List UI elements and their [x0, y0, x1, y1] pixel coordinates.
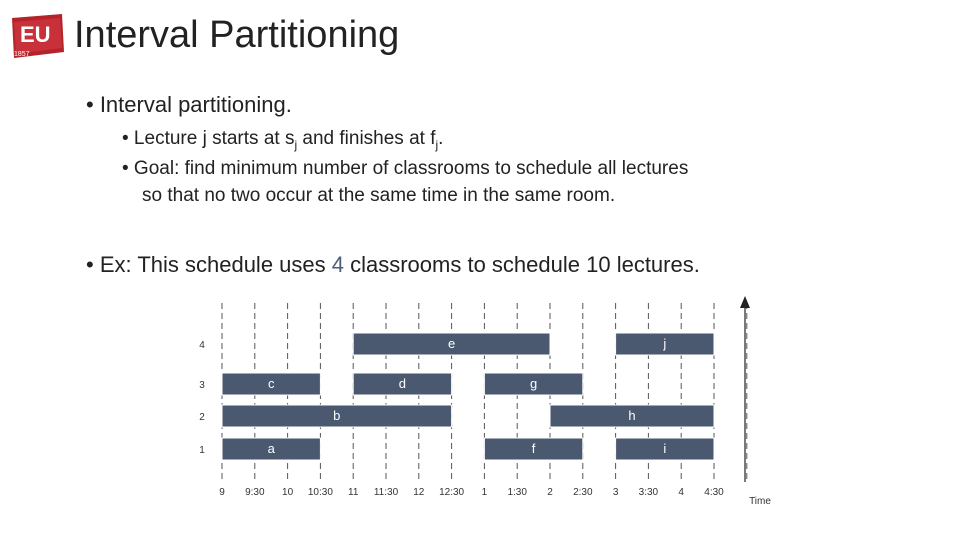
page-title: Interval Partitioning [74, 14, 400, 56]
row-label-2: 2 [199, 412, 205, 423]
lecture-label-g: g [529, 376, 538, 391]
lecture-label-j: j [663, 336, 667, 351]
lecture-label-c: c [267, 376, 275, 391]
lecture-label-d: d [398, 376, 407, 391]
tick-label-0: 9 [219, 487, 225, 498]
row-label-4: 4 [199, 340, 205, 351]
tick-label-11: 2:30 [573, 487, 593, 498]
lecture-label-e: e [447, 336, 456, 351]
lecture-label-a: a [267, 441, 275, 456]
subscript-j-2: j [435, 137, 439, 152]
lecture-def-mid: and finishes at f [297, 128, 436, 149]
tick-label-14: 4 [678, 487, 684, 498]
tick-label-6: 12 [413, 487, 425, 498]
logo-text: EU [20, 22, 51, 47]
logo-year: 1857 [14, 51, 30, 58]
lecture-label-h: h [628, 408, 636, 423]
row-label-1: 1 [199, 445, 205, 456]
lecture-label-f: f [531, 441, 536, 456]
tick-label-15: 4:30 [704, 487, 724, 498]
tick-label-7: 12:30 [439, 487, 465, 498]
tick-label-8: 1 [481, 487, 488, 498]
tick-label-10: 2 [547, 487, 553, 498]
bullet-goal-line1: • Goal: find minimum number of classrooms to schedule all lectures [122, 158, 689, 179]
bullet-main: • Interval partitioning. [86, 92, 292, 117]
tick-label-4: 11 [348, 487, 359, 498]
lecture-label-i: i [663, 441, 667, 456]
row-label-3: 3 [199, 380, 205, 391]
tick-label-1: 9:30 [245, 487, 265, 498]
x-axis-label: Time [749, 496, 771, 507]
example-count: 4 [331, 252, 344, 277]
subscript-j-1: j [294, 137, 298, 152]
tick-label-9: 1:30 [507, 487, 527, 498]
tick-label-2: 10 [282, 487, 294, 498]
time-axis-arrow [740, 296, 750, 308]
tick-label-3: 10:30 [307, 487, 333, 498]
lecture-label-b: b [333, 408, 341, 423]
bullet-goal-line2: so that no two occur at the same time in the same room. [142, 185, 616, 206]
tick-label-12: 3 [612, 487, 619, 498]
tick-label-13: 3:30 [638, 487, 659, 498]
example-post: classrooms to schedule 10 lectures. [344, 252, 700, 277]
tick-label-5: 11:30 [373, 487, 399, 498]
lecture-def-post: . [438, 128, 444, 149]
lecture-def-pre: • Lecture j starts at s [122, 128, 295, 149]
example-pre: • Ex: This schedule uses [86, 252, 332, 277]
